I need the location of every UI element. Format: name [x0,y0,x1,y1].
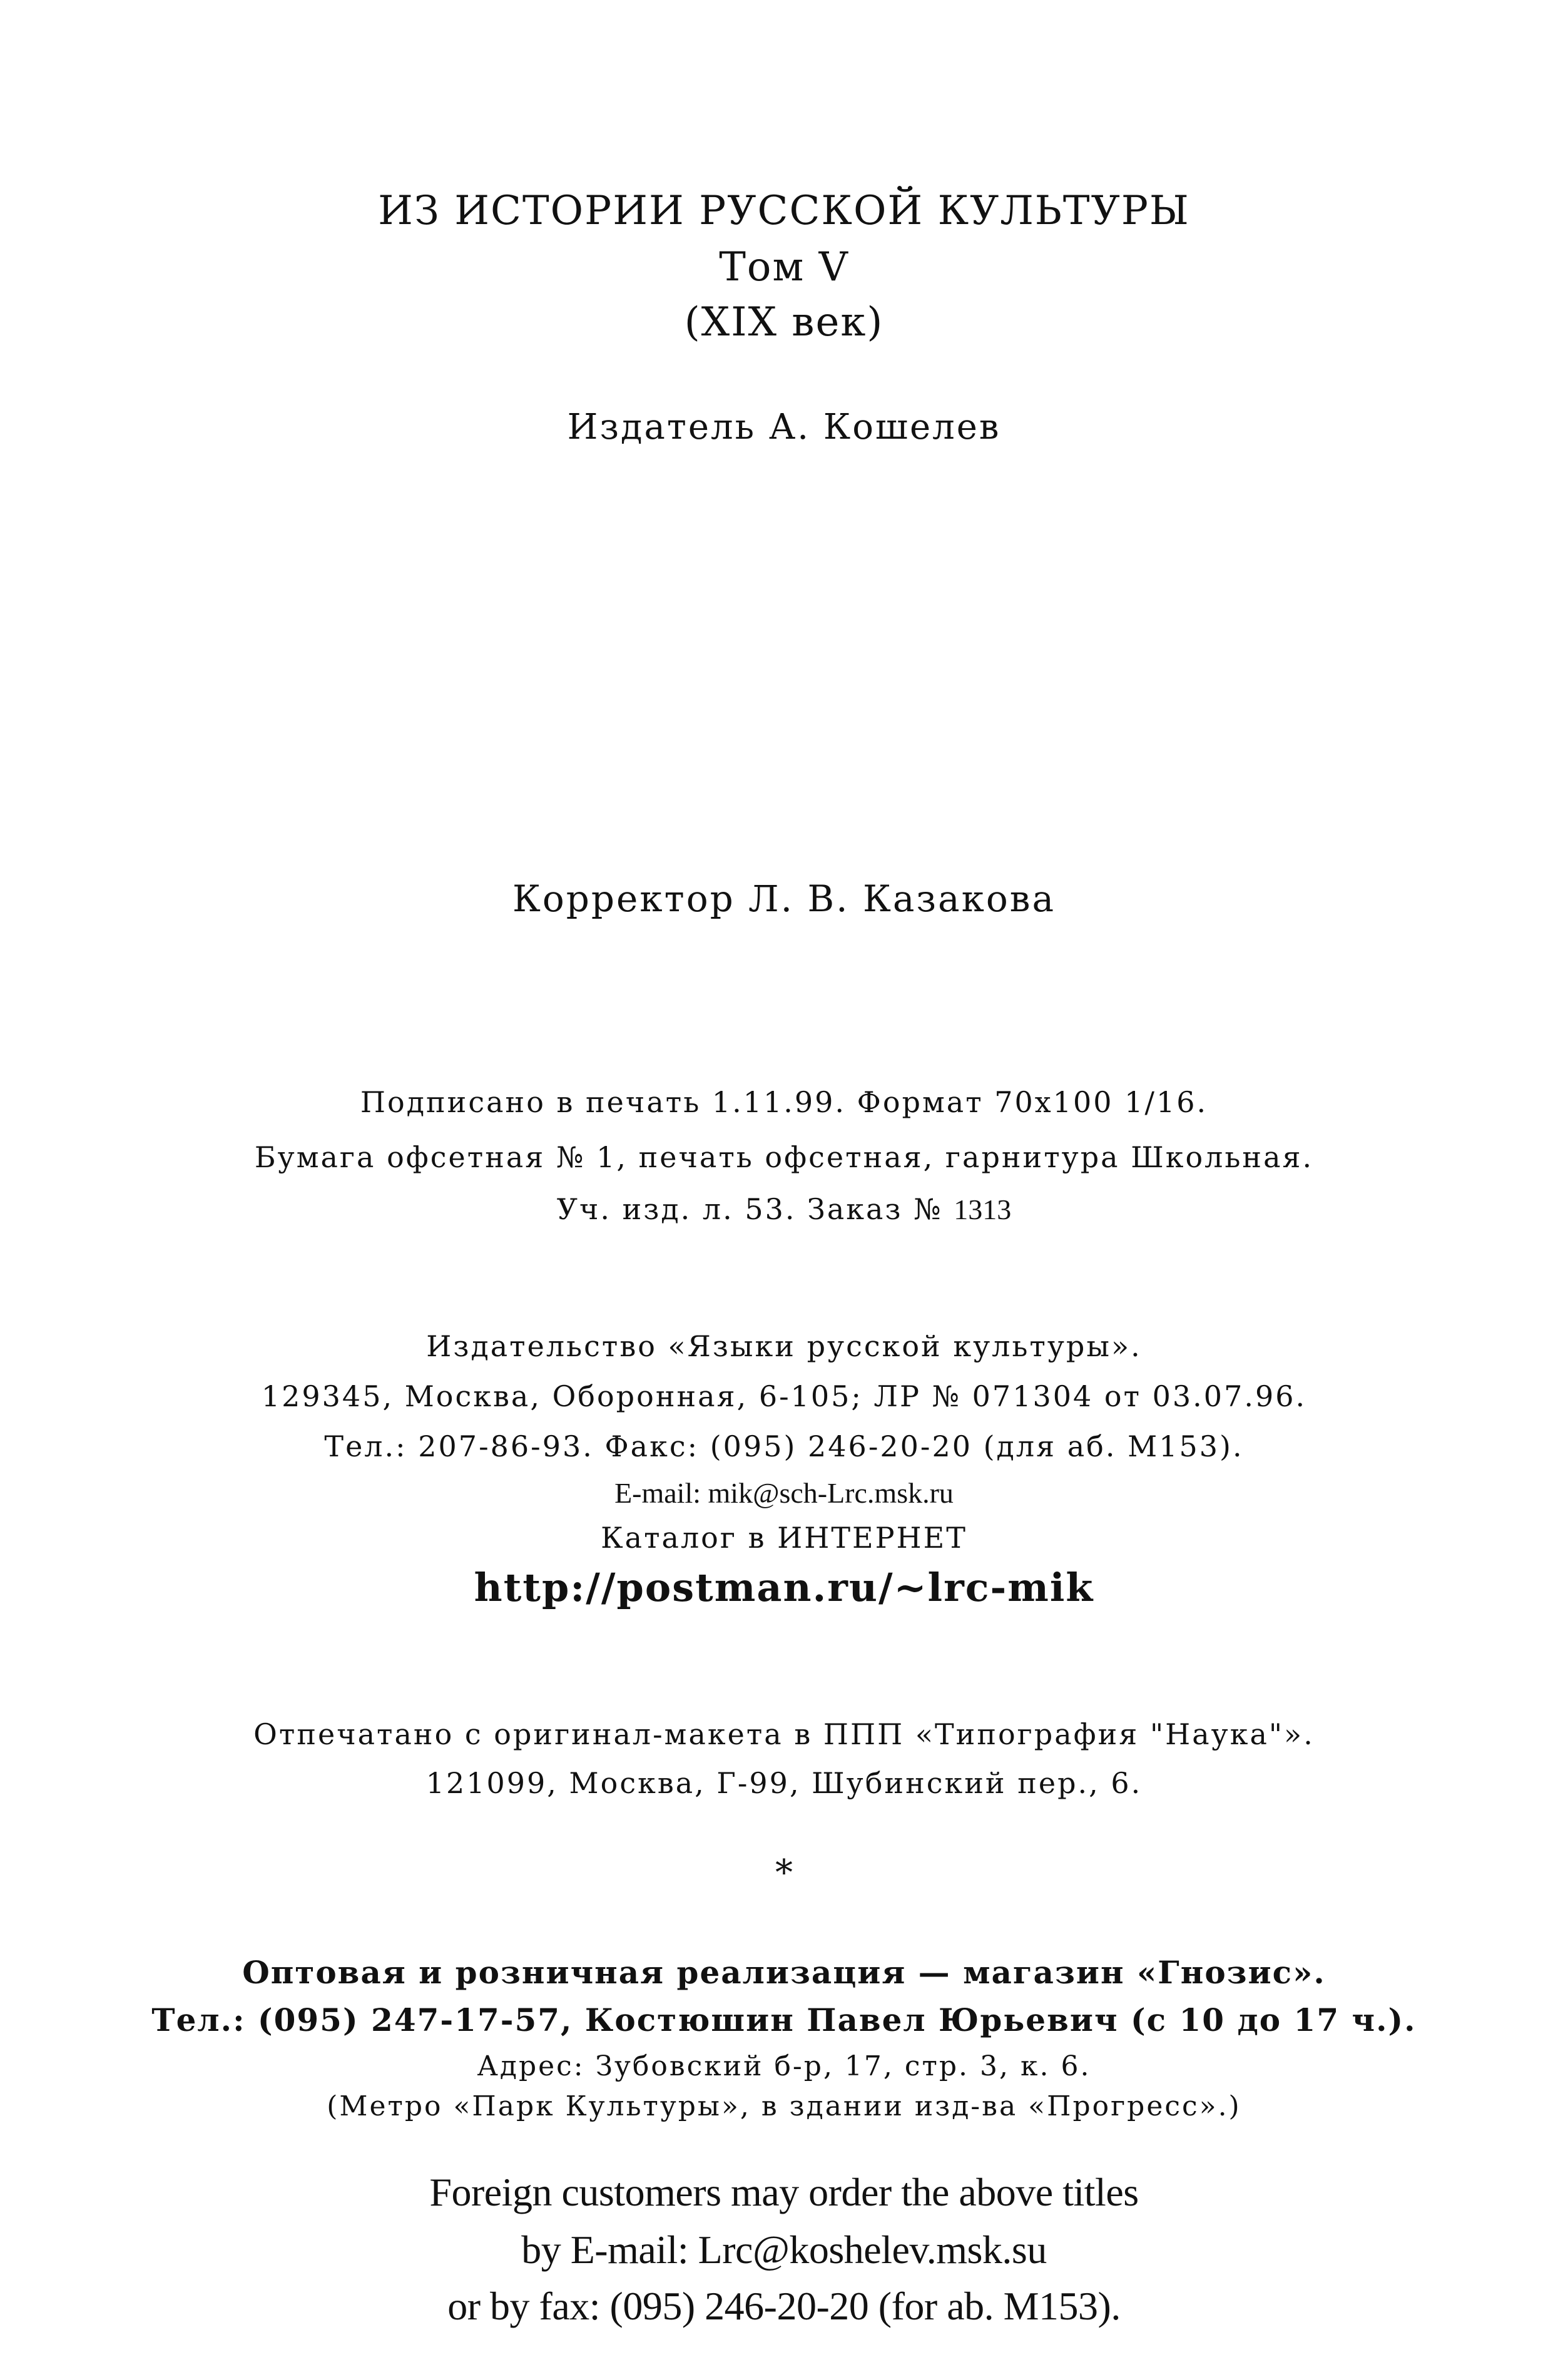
publisher-address: 129345, Москва, Оборонная, 6-105; ЛР № 071304 от 03.07.96. [261,1379,1307,1413]
printer-address: 121099, Москва, Г-99, Шубинский пер., 6. [425,1766,1143,1800]
corrector-credit: Корректор Л. В. Казакова [512,877,1056,920]
print-info-order [0,1192,1568,1226]
order-number: 1313 [954,1194,1012,1225]
publisher-phones: Тел.: 207-86-93. Факс: (095) 246-20-20 (для аб. М153). [324,1429,1244,1463]
retail-store: Оптовая и розничная реализация — магазин «Гнозис». [242,1954,1326,1991]
retail-phone: Тел.: (095) 247-17-57, Костюшин Павел Юрьевич (с 10 до 17 ч.). [151,2001,1417,2038]
print-info-paper: Бумага офсетная № 1, печать офсетная, гарнитура Школьная. [254,1140,1314,1174]
series-title: ИЗ ИСТОРИИ РУССКОЙ КУЛЬТУРЫ [378,188,1190,234]
catalog-url: http://postman.ru/~lrc-mik [474,1565,1094,1610]
print-info-signed: Подписано в печать 1.11.99. Формат 70x100 1/16. [360,1085,1208,1119]
printer-name: Отпечатано с оригинал-макета в ППП «Типография "Наука"». [253,1717,1315,1751]
retail-address: Адрес: Зубовский б-р, 17, стр. 3, к. 6. [477,2050,1091,2082]
foreign-customers-note: Foreign customers may order the above titles [429,2170,1139,2214]
section-separator: * [775,1853,793,1893]
century-label: (XIX век) [684,299,884,345]
publisher-house-name: Издательство «Языки русской культуры». [426,1329,1142,1363]
order-prefix: Уч. изд. л. 53. Заказ № [556,1192,954,1226]
retail-metro: (Метро «Парк Культуры», в здании изд-ва «Прогресс».) [327,2090,1241,2122]
publisher-name: Издатель А. Кошелев [567,407,1001,447]
publisher-email: E-mail: mik@sch-Lrc.msk.ru [614,1477,954,1509]
volume-number: Том V [719,244,849,290]
foreign-fax: or by fax: (095) 246-20-20 (for ab. M153). [447,2284,1121,2328]
catalog-label: Каталог в ИНТЕРНЕТ [601,1521,967,1555]
foreign-email: by E-mail: Lrc@koshelev.msk.su [521,2227,1047,2272]
